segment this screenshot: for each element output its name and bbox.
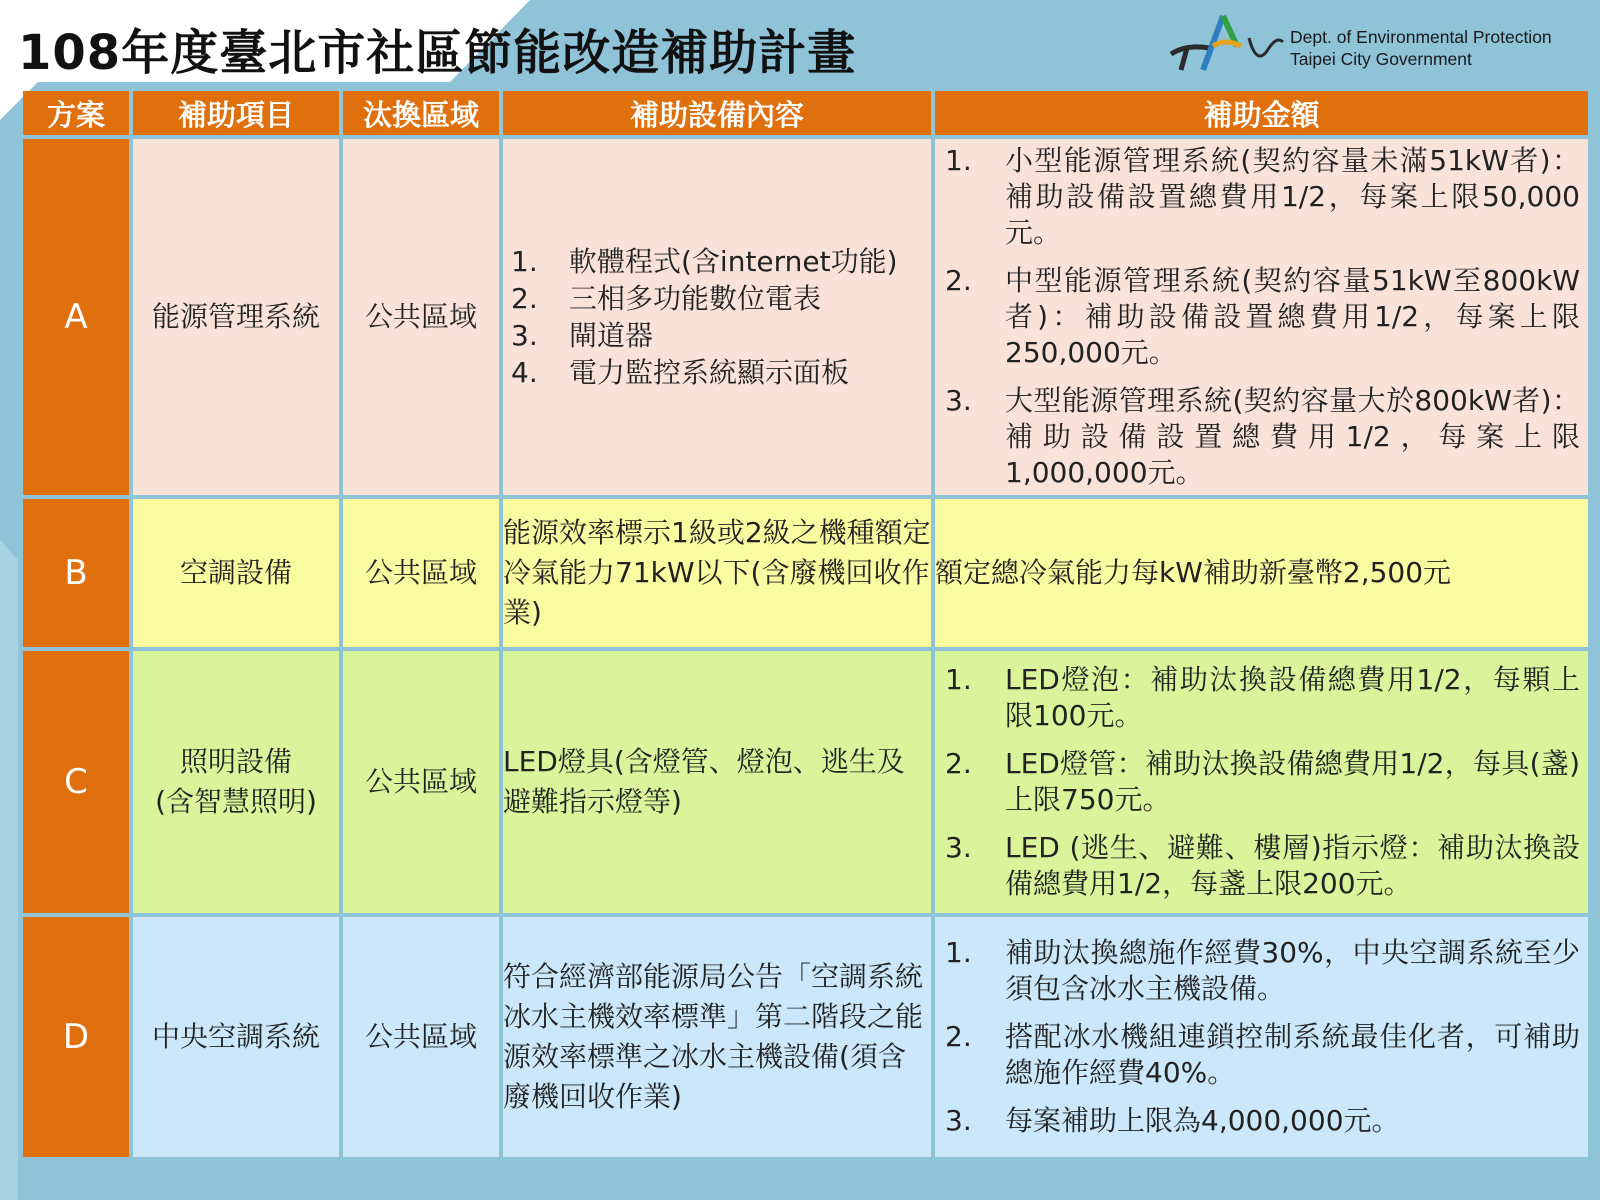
list-number: 2. (945, 264, 972, 297)
list-number: 1. (945, 144, 972, 177)
list-number: 2. (511, 282, 538, 315)
list-item (511, 354, 923, 391)
header-plan: 方案 (23, 91, 129, 135)
list-text: 每案補助上限為4,000,000元。 (1005, 1104, 1400, 1137)
equipment-cell: 符合經濟部能源局公告「空調系統冰水主機效率標準」第二階段之能源效率標準之冰水主機設備(須含廢機回收作業) (503, 917, 931, 1157)
list-text: LED燈管：補助汰換設備總費用1/2，每具(盞)上限750元。 (1005, 747, 1580, 816)
list-item (945, 746, 1580, 818)
list-number: 4. (511, 356, 538, 389)
amount-cell: 額定總冷氣能力每kW補助新臺幣2,500元 (935, 499, 1588, 647)
logo-line-2: Taipei City Government (1290, 49, 1472, 69)
logo-line-1: Dept. of Environmental Protection (1290, 27, 1552, 47)
list-text: LED (逃生、避難、樓層)指示燈：補助汰換設備總費用1/2，每盞上限200元。 (1005, 831, 1580, 900)
list-item (945, 935, 1580, 1007)
area-cell: 公共區域 (343, 139, 499, 495)
list-item (945, 830, 1580, 902)
plan-label: D (23, 917, 129, 1157)
list-number: 2. (945, 1020, 972, 1053)
amount-cell (935, 139, 1588, 495)
header-equipment: 補助設備內容 (503, 91, 931, 135)
list-text: 補助汰換總施作經費30%，中央空調系統至少須包含冰水主機設備。 (1005, 936, 1580, 1005)
area-cell: 公共區域 (343, 917, 499, 1157)
taipei-logo-icon (1165, 8, 1285, 74)
subsidy-table (19, 87, 1592, 1161)
table-row-d (23, 917, 1588, 1157)
list-text: 軟體程式(含internet功能) (569, 245, 898, 278)
item-line: (含智慧照明) (155, 785, 317, 818)
list-item (511, 280, 923, 317)
list-text: 大型能源管理系統(契約容量大於800kW者)：補助設備設置總費用1/2，每案上限1,000,000元。 (1005, 384, 1580, 489)
list-item (945, 263, 1580, 371)
table-row-a (23, 139, 1588, 495)
table-row-b (23, 499, 1588, 647)
list-text: 中型能源管理系統(契約容量51kW至800kW者)：補助設備設置總費用1/2，每案上限250,000元。 (1005, 264, 1580, 369)
page-title: 108年度臺北市社區節能改造補助計畫 (18, 25, 857, 81)
area-cell: 公共區域 (343, 651, 499, 913)
header-area: 汰換區域 (343, 91, 499, 135)
item-cell (133, 651, 339, 913)
item-cell: 能源管理系統 (133, 139, 339, 495)
amount-list (935, 143, 1588, 491)
equipment-list (503, 243, 931, 391)
list-number: 1. (945, 663, 972, 696)
list-number: 3. (945, 384, 972, 417)
list-number: 3. (945, 831, 972, 864)
list-item (945, 1019, 1580, 1091)
item-line: 照明設備 (179, 745, 292, 778)
taipei-dep-logo (1165, 8, 1585, 78)
table-header-row (23, 91, 1588, 135)
list-text: LED燈泡：補助汰換設備總費用1/2，每顆上限100元。 (1005, 663, 1580, 732)
amount-list (935, 935, 1588, 1139)
list-number: 3. (511, 319, 538, 352)
list-number: 1. (511, 245, 538, 278)
equipment-cell: LED燈具(含燈管、燈泡、逃生及避難指示燈等) (503, 651, 931, 913)
plan-label: C (23, 651, 129, 913)
item-cell: 中央空調系統 (133, 917, 339, 1157)
list-item (945, 1103, 1580, 1139)
list-text: 電力監控系統顯示面板 (569, 356, 850, 389)
list-item (945, 662, 1580, 734)
amount-cell (935, 651, 1588, 913)
list-number: 3. (945, 1104, 972, 1137)
header-item: 補助項目 (133, 91, 339, 135)
list-item (511, 317, 923, 354)
list-item (945, 143, 1580, 251)
list-text: 三相多功能數位電表 (569, 282, 822, 315)
list-item (945, 383, 1580, 491)
plan-label: B (23, 499, 129, 647)
list-number: 2. (945, 747, 972, 780)
list-text: 閘道器 (569, 319, 654, 352)
list-number: 1. (945, 936, 972, 969)
table-row-c (23, 651, 1588, 913)
item-cell: 空調設備 (133, 499, 339, 647)
list-text: 小型能源管理系統(契約容量未滿51kW者)：補助設備設置總費用1/2，每案上限50,000元。 (1005, 144, 1580, 249)
area-cell: 公共區域 (343, 499, 499, 647)
amount-list (935, 662, 1588, 902)
equipment-cell: 能源效率標示1級或2級之機種額定冷氣能力71kW以下(含廢機回收作業) (503, 499, 931, 647)
amount-cell (935, 917, 1588, 1157)
list-item (511, 243, 923, 280)
plan-label: A (23, 139, 129, 495)
list-text: 搭配冰水機組連鎖控制系統最佳化者，可補助總施作經費40%。 (1005, 1020, 1580, 1089)
header-amount: 補助金額 (935, 91, 1588, 135)
equipment-cell (503, 139, 931, 495)
